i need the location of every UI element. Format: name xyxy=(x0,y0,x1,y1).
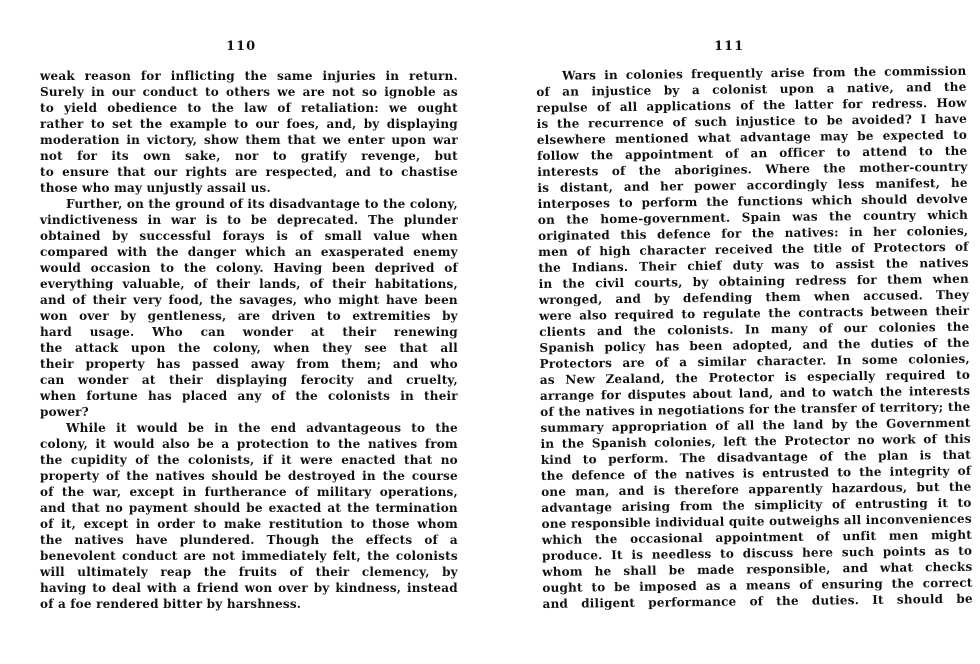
text-line: While it would be in the end advantageous to the xyxy=(66,421,458,435)
text-line: is distant, and her power accordingly less manifest, he xyxy=(537,175,968,195)
text-line: when fortune has placed any of the colonists in their xyxy=(40,389,458,403)
text-line: having to deal with a friend won over by kindness, instead xyxy=(40,581,458,595)
text-line: whom he shall be made responsible, and what checks xyxy=(542,559,973,579)
text-line: as New Zealand, the Protector is especially required to xyxy=(539,367,971,387)
text-line: of the war, except in furtherance of military operations, xyxy=(40,485,458,499)
text-line: which the occasional appointment of unfit men might xyxy=(541,527,973,547)
text-line: interests of the aborigines. Where the mother-country xyxy=(537,159,968,179)
text-line: is the recurrence of such injustice to be avoided? I have xyxy=(536,111,967,131)
right-page-text xyxy=(536,63,973,612)
text-line: and diligent performance of the duties. It should be xyxy=(542,591,973,611)
text-line: wronged, and by defending them when accused. They xyxy=(538,287,970,307)
text-line: follow the appointment of an officer to attend to the xyxy=(536,143,968,163)
text-line: Spanish policy has been adopted, and the duties of the xyxy=(539,335,970,355)
text-line: vindictiveness in war is to be deprecated. The plunder xyxy=(40,213,458,227)
text-line: colony, it would also be a protection to the natives from xyxy=(40,437,458,451)
text-line: of a foe rendered bitter by harshness. xyxy=(40,597,302,611)
text-line: and of their very food, the savages, who might have been xyxy=(40,293,458,307)
text-line: everything valuable, of their lands, of their habitations, xyxy=(40,277,458,291)
text-line: of an injustice by a colonist upon a native, and the xyxy=(536,79,967,99)
text-line: kind to perform. The disadvantage of the plan is that xyxy=(540,447,972,467)
text-line: one man, and is therefore apparently hazardous, but the xyxy=(541,479,972,499)
text-line: their property has passed away from them; and who xyxy=(40,357,458,371)
text-line: power? xyxy=(40,405,89,419)
text-line: Surely in our conduct to others we are not so ignoble as xyxy=(40,85,458,99)
text-line: the natives have plundered. Though the effects of a xyxy=(40,533,458,547)
text-line: repulse of all applications of the latter for redress. How xyxy=(536,95,967,115)
text-line: the cupidity of the colonists, if it were enacted that no xyxy=(40,453,458,467)
text-line: interposes to perform the functions which should devolve xyxy=(537,191,968,211)
text-line: hard usage. Who can wonder at their renewing xyxy=(40,325,458,339)
text-line: in the civil courts, by obtaining redress for them when xyxy=(538,271,969,291)
text-line: weak reason for inflicting the same injuries in return. xyxy=(40,69,458,83)
text-line: would occasion to the colony. Having been deprived of xyxy=(40,261,458,275)
text-line: not for its own sake, nor to gratify revenge, but xyxy=(40,149,458,163)
text-line: one responsible individual quite outweighs all inconveniences xyxy=(541,511,972,531)
text-line: on the home-government. Spain was the country which xyxy=(537,207,969,227)
text-line: of it, except in order to make restitution to those whom xyxy=(40,517,458,531)
text-line: ought to be imposed as a means of ensuring the correct xyxy=(542,575,973,595)
text-line: the attack upon the colony, when they see that all xyxy=(40,341,458,355)
text-line: elsewhere mentioned what advantage may be expected to xyxy=(536,127,968,147)
text-line: advantage arising from the simplicity of entrusting it to xyxy=(541,495,972,515)
text-line: to yield obedience to the law of retaliation: we ought xyxy=(40,101,458,115)
text-line: benevolent conduct are not immediately felt, the colonists xyxy=(40,549,458,563)
text-line: produce. It is needless to discuss here such points as to xyxy=(541,543,973,563)
text-line: property of the natives should be destroyed in the course xyxy=(40,469,458,483)
text-line: Wars in colonies frequently arise from the commission xyxy=(562,63,967,83)
text-line: in the Spanish colonies, left the Protector no work of this xyxy=(540,431,971,451)
text-line: of the natives in negotiations for the transfer of territory; the xyxy=(540,399,971,419)
text-line: men of high character received the title of Protectors of xyxy=(538,239,969,259)
text-line: won over by gentleness, are driven to extremities by xyxy=(40,309,458,323)
text-line: were also required to regulate the contracts between their xyxy=(538,303,970,323)
text-line: rather to set the example to our foes, and, by displaying xyxy=(40,117,458,131)
text-line: Protectors are of a similar character. In some colonies, xyxy=(539,351,970,371)
text-line: the defence of the natives is entrusted to the integrity of xyxy=(540,463,972,483)
text-line: compared with the danger which an exasperated enemy xyxy=(40,245,458,259)
left-page-text xyxy=(40,68,458,612)
text-line: those who may unjustly assail us. xyxy=(40,181,271,195)
text-line: the Indians. Their chief duty was to assist the natives xyxy=(538,255,969,275)
text-line: obtained by successful forays is of small value when xyxy=(40,229,458,243)
text-line: clients and the colonists. In many of our colonies the xyxy=(539,319,970,339)
text-line: to ensure that our rights are respected, and to chastise xyxy=(40,165,458,179)
text-line: originated this defence for the natives: in her colonies, xyxy=(537,223,969,243)
text-line: arrange for disputes about land, and to watch the interests xyxy=(539,383,971,403)
text-line: and that no payment should be exacted at the termination xyxy=(40,501,458,515)
page-number-left: 110 xyxy=(226,39,257,54)
page-number-right: 111 xyxy=(714,39,745,54)
text-line: can wonder at their displaying ferocity and cruelty, xyxy=(40,373,458,387)
text-line: summary appropriation of all the land by the Government xyxy=(540,415,971,435)
text-line: moderation in victory, show them that we enter upon war xyxy=(40,133,458,147)
text-line: Further, on the ground of its disadvantage to the colony, xyxy=(66,197,458,211)
text-line: will ultimately reap the fruits of their clemency, by xyxy=(40,565,458,579)
